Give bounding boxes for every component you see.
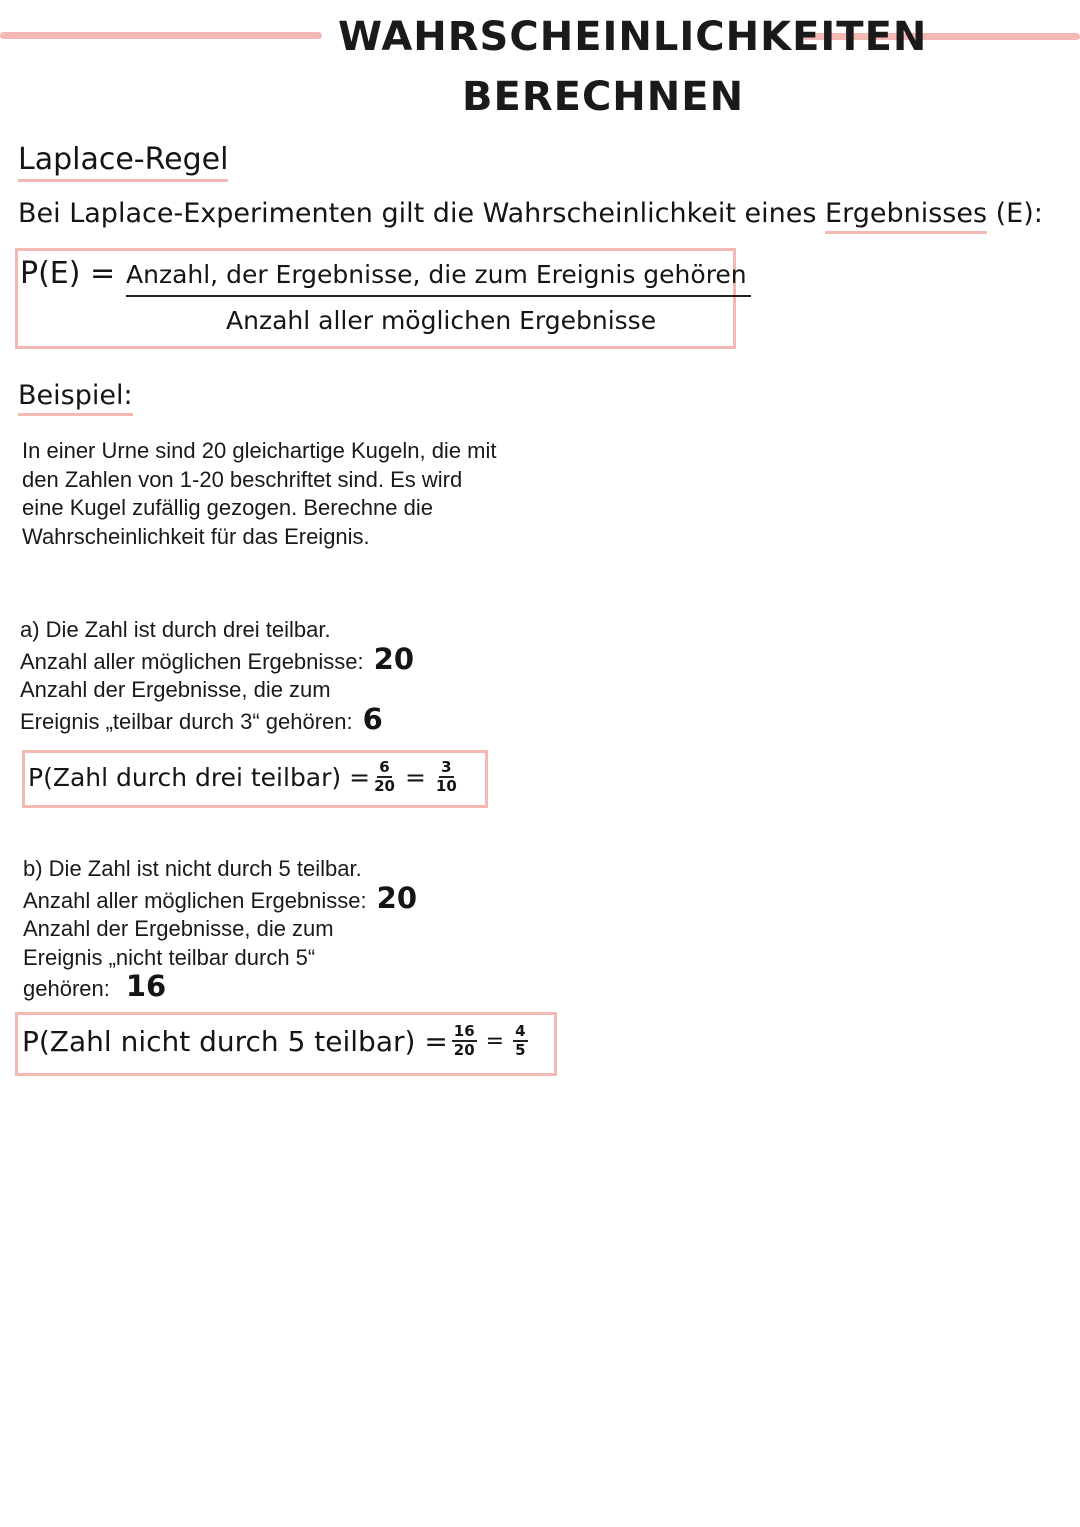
part-a-total: 20 [373,641,414,676]
example-text-line: Wahrscheinlichkeit für das Ereignis. [22,523,370,549]
example-heading: Beispiel: [18,380,133,416]
fraction-numerator: 3 [441,758,452,776]
formula-numerator: Anzahl, der Ergebnisse, die zum Ereignis gehören [126,260,751,297]
part-b-equals: = [485,1028,505,1054]
part-b-line [23,880,417,916]
part-a-line: Anzahl der Ergebnisse, die zum [20,677,331,702]
part-b-result-label: P(Zahl nicht durch 5 teilbar) = [22,1024,448,1058]
part-a-line [20,701,414,737]
page-title-line1: WAHRSCHEINLICHKEITEN [338,14,928,60]
fraction-denominator: 20 [453,1041,475,1059]
fraction-numerator: 6 [379,758,390,776]
part-a-text [20,616,414,736]
part-b-result [22,1024,532,1058]
fraction-numerator: 4 [515,1022,526,1040]
fraction-denominator: 10 [435,777,457,795]
part-a-line-label: Ereignis „teilbar durch 3“ gehören: [20,708,353,734]
title-line-left [0,32,322,39]
part-a-fraction-2 [436,760,457,794]
part-b-text [23,855,417,1004]
example-text-line: den Zahlen von 1-20 beschriftet sind. Es wird [22,466,463,492]
laplace-intro [18,198,1043,229]
part-b-fraction-1 [452,1024,477,1058]
laplace-intro-part1: Bei Laplace-Experimenten gilt die Wahrscheinlichkeit eines [18,198,817,229]
part-b-favorable: 16 [125,969,167,1003]
laplace-intro-part3: (E): [995,198,1043,229]
formula-denominator: Anzahl aller möglichen Ergebnisse [226,306,657,335]
part-a-favorable: 6 [362,701,383,736]
part-b-line: Ereignis „nicht teilbar durch 5“ [23,944,316,970]
part-b-line-label: Anzahl aller möglichen Ergebnisse: [23,887,367,913]
part-b-line: Anzahl der Ergebnisse, die zum [23,916,334,941]
part-a-line: a) Die Zahl ist durch drei teilbar. [20,617,331,642]
part-b-fraction-2 [513,1024,527,1058]
formula-lhs: P(E) = [20,256,116,291]
part-b-line [23,969,417,1004]
part-b-total: 20 [376,880,417,915]
part-a-line [20,641,414,677]
example-text-line: In einer Urne sind 20 gleichartige Kugeln, die mit [22,438,497,463]
fraction-denominator: 5 [515,1041,526,1059]
part-b-line-label: gehören: [23,976,110,1001]
fraction-numerator: 16 [453,1022,475,1040]
laplace-intro-part2: Ergebnisses [825,198,987,234]
example-text-line: eine Kugel zufällig gezogen. Berechne die [22,495,433,520]
part-a-result [28,760,461,794]
example-text [22,437,497,551]
page-title-line2: BERECHNEN [462,74,745,120]
part-a-equals: = [404,762,426,792]
part-a-result-label: P(Zahl durch drei teilbar) = [28,762,371,792]
laplace-heading: Laplace-Regel [18,142,228,182]
fraction-denominator: 20 [374,777,395,795]
part-a-fraction-1 [374,760,395,794]
part-b-line: b) Die Zahl ist nicht durch 5 teilbar. [23,856,362,881]
part-a-line-label: Anzahl aller möglichen Ergebnisse: [20,648,364,674]
